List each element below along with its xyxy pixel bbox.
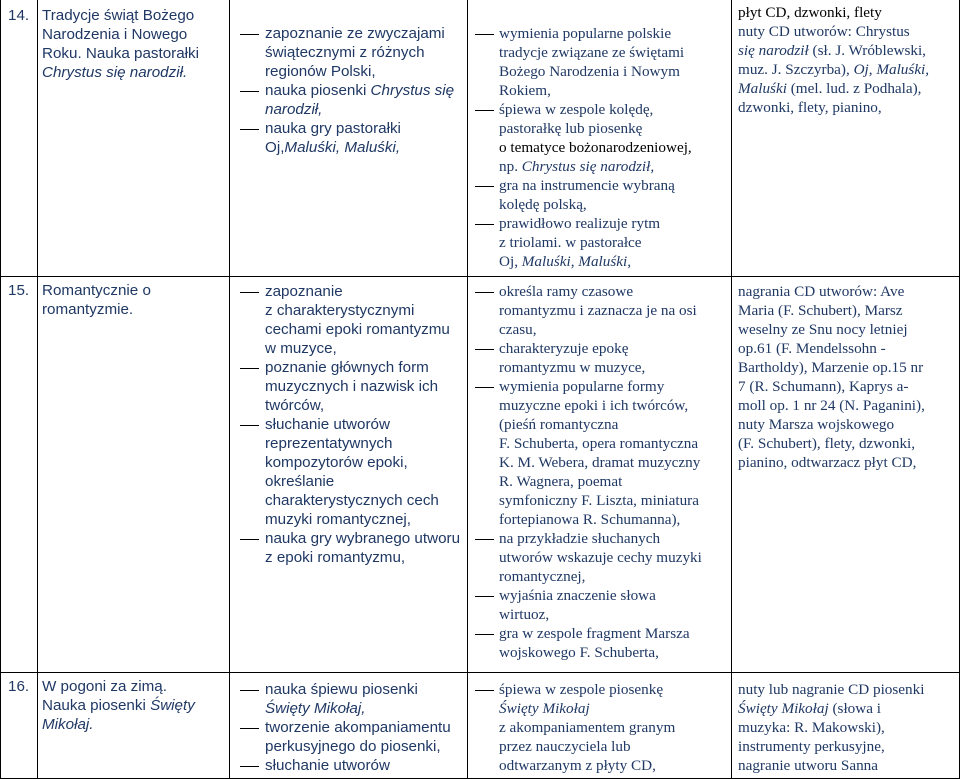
- skill-line: odtwarzanym z płyty CD,: [499, 757, 656, 774]
- content-line: zapoznanie: [265, 283, 343, 300]
- skill-line: pastorałkę lub piosenkę: [499, 120, 643, 137]
- row-16: [0, 673, 960, 778]
- skill-line: wojskowego F. Schuberta,: [499, 644, 659, 661]
- bullet-dash: [240, 690, 259, 691]
- topic-line: Tradycje świąt Bożego: [42, 7, 195, 24]
- skill-line: utworów wskazuje cechy muzyki: [499, 549, 702, 566]
- skill-line: z triolami. w pastorałce: [499, 234, 642, 251]
- content-line: muzyki romantycznej,: [265, 511, 412, 528]
- skill-line: R. Wagnera, poemat: [499, 473, 623, 490]
- material-line: moll op. 1 nr 24 (N. Paganini),: [738, 397, 925, 414]
- content-line: z epoki romantyzmu,: [265, 549, 406, 566]
- content-line: poznanie głównych form: [265, 359, 429, 376]
- content-line: określanie: [265, 473, 335, 490]
- skill-line: tradycje związane ze świętami: [499, 44, 685, 61]
- content-line: kompozytorów epoki,: [265, 454, 408, 471]
- skill-line: wymienia popularne formy: [499, 378, 665, 395]
- bullet-dash: [475, 634, 494, 635]
- bullet-dash: [240, 766, 259, 767]
- skill-line: o tematyce bożonarodzeniowej,: [499, 139, 692, 156]
- row-number: 16.: [8, 678, 30, 695]
- bullet-dash: [475, 349, 494, 350]
- skill-line: śpiewa w zespole kolędę,: [499, 101, 654, 118]
- material-line: instrumenty perkusyjne,: [738, 738, 885, 755]
- bullet-dash: [475, 292, 494, 293]
- material-line: Święty Mikołaj (słowa i: [738, 700, 881, 717]
- material-line: nagranie utworu Sanna: [738, 757, 879, 774]
- topic-line: Roku. Nauka pastorałki: [42, 45, 200, 62]
- skill-line: określa ramy czasowe: [499, 283, 634, 300]
- skill-line: kolędę polską,: [499, 196, 587, 213]
- content-line: reprezentatywnych: [265, 435, 393, 452]
- skill-line: Bożego Narodzenia i Nowym: [499, 63, 680, 80]
- bullet-dash: [475, 596, 494, 597]
- skill-line: z akompaniamentem granym: [499, 719, 676, 736]
- skill-line: wymienia popularne polskie: [499, 25, 672, 42]
- topic-line: romantyzmie.: [42, 301, 134, 318]
- content-line: tworzenie akompaniamentu: [265, 719, 451, 736]
- material-line: płyt CD, dzwonki, flety: [738, 4, 882, 21]
- bullet-dash: [240, 91, 259, 92]
- material-line: dzwonki, flety, pianino,: [738, 99, 882, 116]
- topic-line: Romantycznie o: [42, 282, 151, 299]
- skill-line: wyjaśnia znaczenie słowa: [499, 587, 656, 604]
- skill-line: gra na instrumencie wybraną: [499, 177, 675, 194]
- skill-line: gra w zespole fragment Marsza: [499, 625, 690, 642]
- material-line: nagrania CD utworów: Ave: [738, 283, 905, 300]
- content-line: nauka gry wybranego utworu: [265, 530, 461, 547]
- content-line: z charakterystycznymi: [265, 302, 415, 319]
- skill-line: Święty Mikołaj: [499, 700, 590, 717]
- content-line: regionów Polski,: [265, 63, 376, 80]
- skill-line: śpiewa w zespole piosenkę: [499, 681, 664, 698]
- skill-line: (pieśń romantyczna: [499, 416, 619, 433]
- skill-line: wirtuoz,: [499, 606, 550, 623]
- skill-line: na przykładzie słuchanych: [499, 530, 661, 547]
- content-line: nauka śpiewu piosenki: [265, 681, 418, 698]
- content-line: zapoznanie ze zwyczajami: [265, 25, 445, 42]
- content-line: charakterystycznych cech: [265, 492, 439, 509]
- content-line: świątecznymi z różnych: [265, 44, 425, 61]
- material-line: Bartholdy), Marzenie op.15 nr: [738, 359, 924, 376]
- topic-line: Nauka piosenki Święty: [42, 697, 195, 714]
- skill-line: romantyzmu w muzyce,: [499, 359, 646, 376]
- material-line: Maria (F. Schubert), Marsz: [738, 302, 903, 319]
- content-line: twórców,: [265, 397, 325, 414]
- skill-line: symfoniczny F. Liszta, miniatura: [499, 492, 699, 509]
- material-line: weselny ze Snu nocy letniej: [738, 321, 908, 338]
- bullet-dash: [475, 34, 494, 35]
- bullet-dash: [475, 110, 494, 111]
- content-line: słuchanie utworów: [265, 757, 390, 774]
- skill-line: prawidłowo realizuje rytm: [499, 215, 661, 232]
- bullet-dash: [240, 129, 259, 130]
- material-line: Maluśki (mel. lud. z Podhala),: [738, 80, 922, 97]
- material-line: pianino, odtwarzacz płyt CD,: [738, 454, 917, 471]
- bullet-dash: [475, 186, 494, 187]
- topic-line: Chrystus się narodził.: [42, 64, 188, 81]
- bullet-dash: [240, 728, 259, 729]
- bullet-dash: [240, 425, 259, 426]
- row-15: [0, 277, 960, 672]
- skill-line: F. Schuberta, opera romantyczna: [499, 435, 699, 452]
- material-line: op.61 (F. Mendelssohn -: [738, 340, 886, 357]
- skill-line: romantyzmu i zaznacza je na osi: [499, 302, 697, 319]
- material-line: nuty Marsza wojskowego: [738, 416, 895, 433]
- material-line: nuty lub nagranie CD piosenki: [738, 681, 925, 698]
- topic-line: Narodzenia i Nowego: [42, 26, 188, 43]
- skill-line: fortepianowa R. Schumanna),: [499, 511, 681, 528]
- skill-line: Oj, Maluśki, Maluśki,: [499, 253, 632, 270]
- skill-line: np. Chrystus się narodził,: [499, 158, 655, 175]
- row-number: 14.: [8, 7, 30, 24]
- bullet-dash: [240, 292, 259, 293]
- bullet-dash: [475, 224, 494, 225]
- skill-line: charakteryzuje epokę: [499, 340, 629, 357]
- topic-line: W pogoni za zimą.: [42, 678, 167, 695]
- material-line: 7 (R. Schumann), Kaprys a-: [738, 378, 909, 395]
- bullet-dash: [240, 368, 259, 369]
- bullet-dash: [475, 539, 494, 540]
- row-14: [0, 0, 960, 276]
- content-line: nauka gry pastorałki: [265, 120, 401, 137]
- skill-line: K. M. Webera, dramat muzyczny: [499, 454, 701, 471]
- content-line: Święty Mikołaj,: [265, 700, 366, 717]
- content-line: cechami epoki romantyzmu: [265, 321, 450, 338]
- content-line: nauka piosenki Chrystus się: [265, 82, 455, 99]
- skill-line: muzyczne epoki i ich twórców,: [499, 397, 689, 414]
- content-line: muzycznych i nazwisk ich: [265, 378, 439, 395]
- skill-line: Rokiem,: [499, 82, 551, 99]
- row-number: 15.: [8, 282, 30, 299]
- bullet-dash: [475, 387, 494, 388]
- content-line: słuchanie utworów: [265, 416, 390, 433]
- content-line: w muzyce,: [265, 340, 337, 357]
- material-line: muz. J. Szczyrba), Oj, Maluśki,: [738, 61, 930, 78]
- bullet-dash: [240, 539, 259, 540]
- topic-line: Mikołaj.: [42, 716, 94, 733]
- content-line: Oj,Maluśki, Maluśki,: [265, 139, 401, 156]
- material-line: muzyka: R. Makowski),: [738, 719, 885, 736]
- content-line: perkusyjnego do piosenki,: [265, 738, 441, 755]
- skill-line: czasu,: [499, 321, 537, 338]
- material-line: nuty CD utworów: Chrystus: [738, 23, 910, 40]
- material-line: się narodził (sł. J. Wróblewski,: [738, 42, 926, 59]
- content-line: narodził,: [265, 101, 323, 118]
- bullet-dash: [475, 690, 494, 691]
- skill-line: romantycznej,: [499, 568, 586, 585]
- bullet-dash: [240, 34, 259, 35]
- material-line: (F. Schubert), flety, dzwonki,: [738, 435, 916, 452]
- skill-line: przez nauczyciela lub: [499, 738, 631, 755]
